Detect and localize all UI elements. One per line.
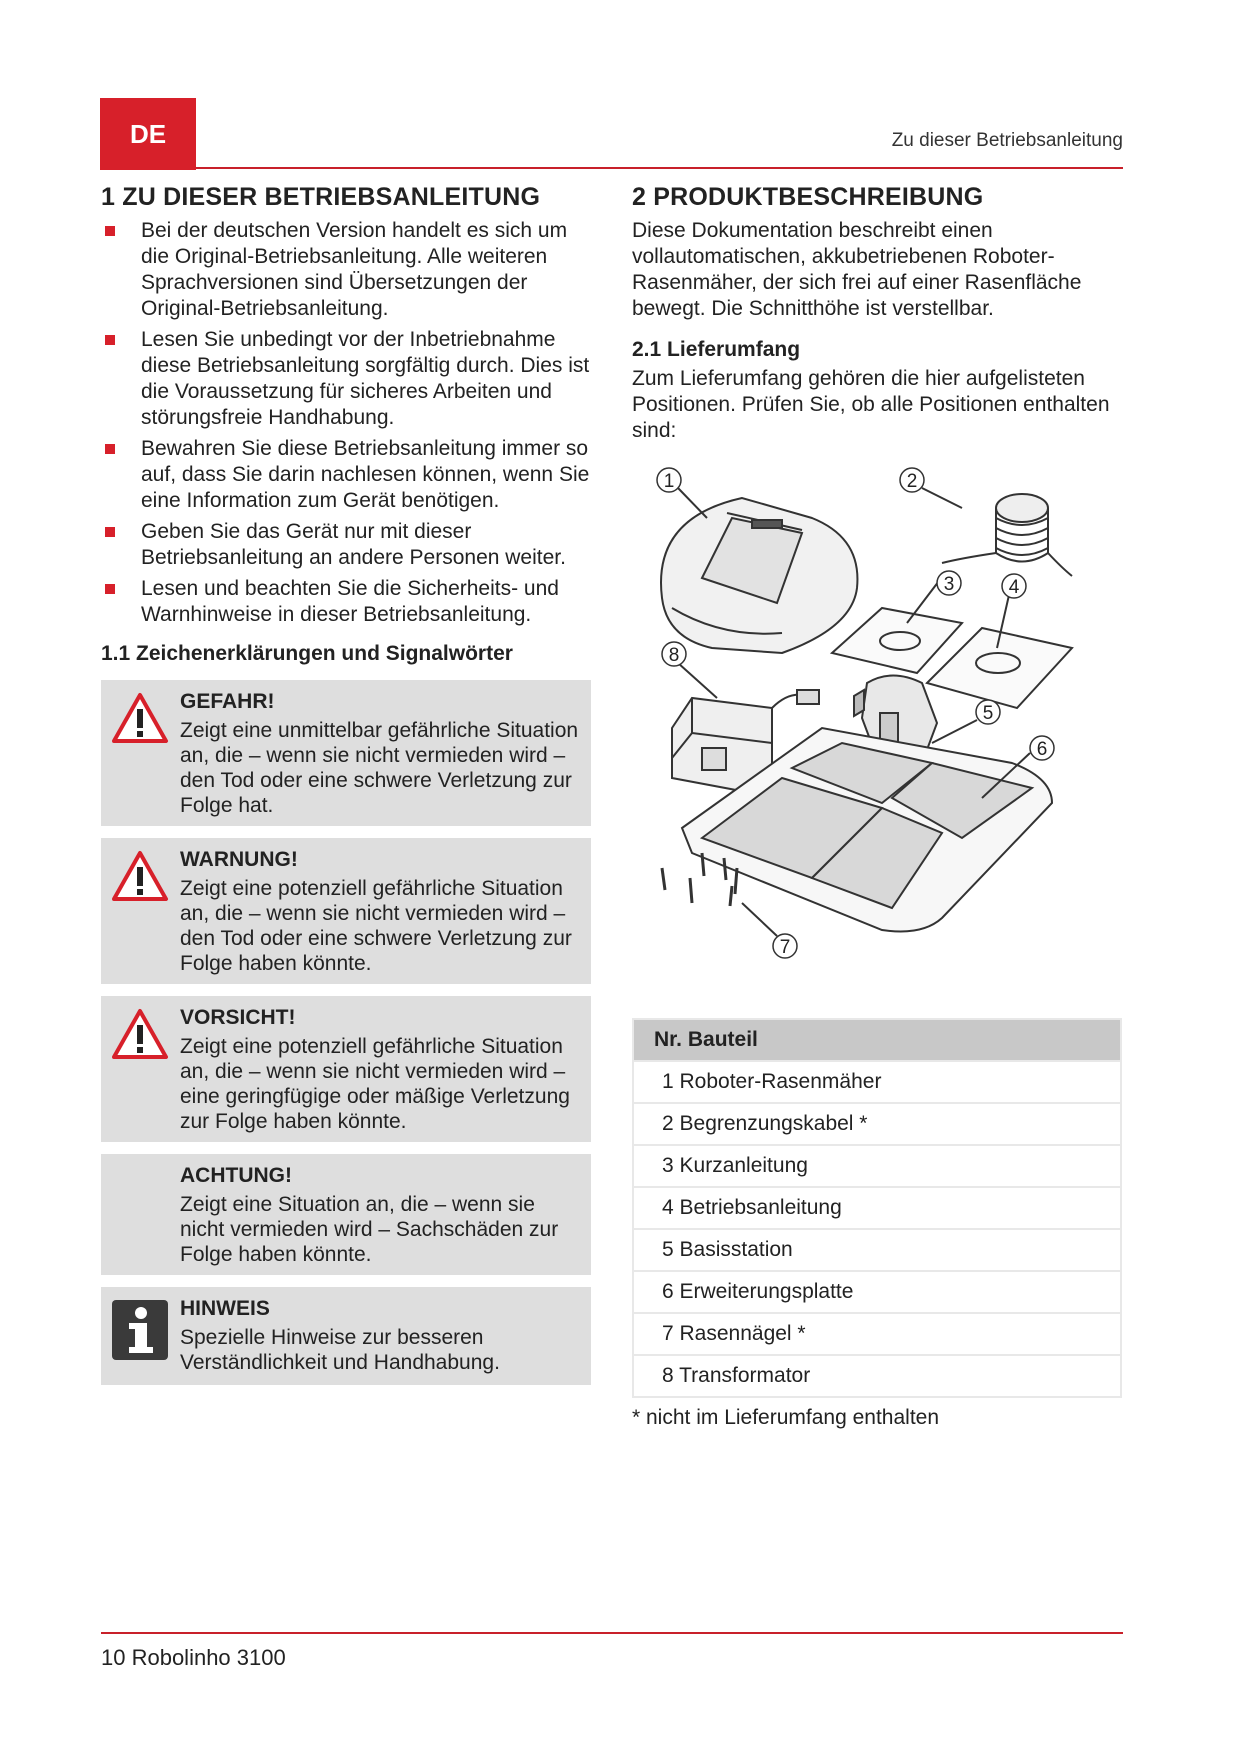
table-row (633, 1187, 1121, 1229)
info-icon (111, 1299, 169, 1366)
notice-text: Zeigt eine Situation an, die – wenn sie nicht vermieden wird – Sachschäden zur Folge haben könnte. (180, 1193, 559, 1266)
figure-label: 1 (663, 471, 675, 492)
figure-label: 2 (906, 471, 918, 492)
subsection-title-2-1: 2.1 Lieferumfang (632, 338, 801, 361)
bullet-list (101, 218, 591, 628)
section-title-2: 2 PRODUKTBESCHREIBUNG (632, 183, 984, 211)
table-row (633, 1271, 1121, 1313)
quick-guide-drawing (832, 608, 962, 673)
bullet-item: Geben Sie das Gerät nur mit dieser Betriebsanleitung an andere Personen weiter. (101, 519, 591, 571)
warning-triangle-icon (111, 850, 169, 907)
notice-attention (101, 1154, 591, 1275)
product-illustration (632, 458, 1122, 1018)
table-cell: 4 Betriebsanleitung (633, 1187, 1121, 1229)
right-column (632, 183, 1122, 1430)
table-header: Nr. Bauteil (633, 1019, 1121, 1061)
table-cell: 3 Kurzanleitung (633, 1145, 1121, 1187)
running-header-title: Zu dieser Betriebsanleitung (891, 130, 1123, 151)
notice-caution (101, 996, 591, 1142)
notice-title: WARNUNG! (180, 848, 298, 871)
table-cell: 7 Rasennägel * (633, 1313, 1121, 1355)
table-row (633, 1313, 1121, 1355)
table-row (633, 1355, 1121, 1397)
bullet-item: Bewahren Sie diese Betriebsanleitung immer so auf, dass Sie darin nachlesen können, wenn Sie eine Information zum Gerät benötigen. (101, 436, 591, 514)
notice-title: HINWEIS (180, 1297, 270, 1320)
table-cell: 5 Basisstation (633, 1229, 1121, 1271)
notice-title: ACHTUNG! (180, 1164, 292, 1187)
subsection-title-1-1: 1.1 Zeichenerklärungen und Signalwörter (101, 642, 513, 665)
notice-danger (101, 680, 591, 826)
notice-text: Zeigt eine unmittelbar gefährliche Situation an, die – wenn sie nicht vermieden wird – den Tod oder eine schwere Verletzung zur Folge hat. (180, 719, 579, 817)
subsection-text: Zum Lieferumfang gehören die hier aufgelisteten Positionen. Prüfen Sie, ob alle Positionen enthalten sind: (632, 367, 1110, 442)
warning-triangle-icon (111, 692, 169, 749)
footer-rule (101, 1632, 1123, 1634)
bullet-item: Lesen und beachten Sie die Sicherheits- und Warnhinweise in dieser Betriebsanleitung. (101, 576, 591, 628)
figure-label: 6 (1036, 739, 1048, 760)
notice-text: Spezielle Hinweise zur besseren Verständlichkeit und Handhabung. (180, 1326, 500, 1374)
figure-label: 4 (1008, 577, 1020, 598)
bullet-item: Lesen Sie unbedingt vor der Inbetriebnahme diese Betriebsanleitung sorgfältig durch. Dies ist die Voraussetzung für sicheres Arbeiten und störungsfreie Handhabung. (101, 327, 591, 431)
notice-title: GEFAHR! (180, 690, 275, 713)
robot-mower-drawing (661, 498, 857, 653)
figure-label: 3 (943, 574, 955, 595)
left-column (101, 183, 591, 1397)
warning-triangle-icon (111, 1008, 169, 1065)
notice-text: Zeigt eine potenziell gefährliche Situation an, die – wenn sie nicht vermieden wird – eine geringfügige oder mäßige Verletzung zur Folge haben könnte. (180, 1035, 570, 1133)
table-row (633, 1061, 1121, 1103)
table-row (633, 1103, 1121, 1145)
boundary-cable-drawing (942, 494, 1072, 576)
table-cell: 1 Roboter-Rasenmäher (633, 1061, 1121, 1103)
lawn-pegs-drawing (662, 853, 737, 906)
notice-text: Zeigt eine potenziell gefährliche Situation an, die – wenn sie nicht vermieden wird – den Tod oder eine schwere Verletzung zur Folge haben könnte. (180, 877, 572, 975)
table-cell: 8 Transformator (633, 1355, 1121, 1397)
notice-title: VORSICHT! (180, 1006, 296, 1029)
product-intro: Diese Dokumentation beschreibt einen vollautomatischen, akkubetriebenen Roboter-Rasenmäher, der sich frei auf einer Rasenfläche bewegt. Die Schnitthöhe ist verstellbar. (632, 219, 1082, 320)
notice-hint (101, 1287, 591, 1385)
language-badge: DE (100, 98, 196, 170)
table-footnote: * nicht im Lieferumfang enthalten (632, 1406, 940, 1429)
section-title-1: 1 ZU DIESER BETRIEBSANLEITUNG (101, 183, 541, 211)
notice-warning (101, 838, 591, 984)
page-footer: 10 Robolinho 3100 (101, 1645, 286, 1670)
table-row (633, 1145, 1121, 1187)
parts-table (632, 1018, 1122, 1398)
delivery-scope-figure (632, 458, 1122, 1018)
table-row (633, 1229, 1121, 1271)
table-cell: 6 Erweiterungsplatte (633, 1271, 1121, 1313)
bullet-item: Bei der deutschen Version handelt es sich um die Original-Betriebsanleitung. Alle weiteren Sprachversionen sind Übersetzungen der Original-Betriebsanleitung. (101, 218, 591, 322)
figure-label: 8 (668, 645, 680, 666)
figure-label: 5 (982, 703, 994, 724)
table-cell: 2 Begrenzungskabel * (633, 1103, 1121, 1145)
header-rule (196, 167, 1123, 169)
figure-label: 7 (779, 937, 791, 958)
